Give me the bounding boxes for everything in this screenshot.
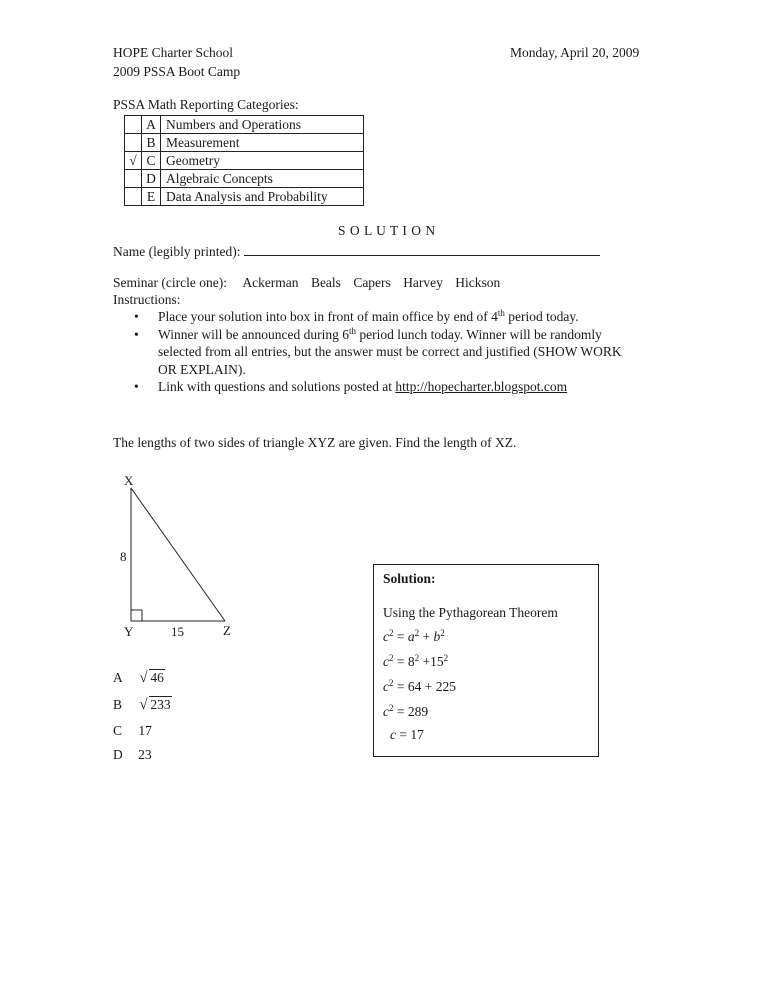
checkmark-icon: √: [125, 152, 142, 170]
category-row: [125, 152, 364, 170]
category-letter: D: [142, 170, 161, 188]
equation-line-5: c = 17: [390, 727, 424, 742]
choice-value: 233: [150, 697, 171, 712]
vertex-x-label: X: [124, 473, 134, 488]
bullet-icon: •: [134, 379, 139, 394]
category-letter: E: [142, 188, 161, 206]
choice-b[interactable]: [113, 697, 172, 714]
side-xy-label: 8: [120, 549, 127, 564]
equation-line-2: $c^2 = 8^2 +15^2$: [383, 653, 449, 669]
category-check: [125, 170, 142, 188]
category-letter: B: [142, 134, 161, 152]
instruction-text: period today.: [504, 309, 579, 324]
seminar-label: Seminar (circle one):: [113, 275, 227, 290]
category-name: Measurement: [161, 134, 364, 152]
category-row: [125, 170, 364, 188]
seminar-option[interactable]: Beals: [310, 275, 341, 290]
category-row: [125, 188, 364, 206]
equation-line-3: $c^2 = 64 + 225$: [383, 678, 456, 694]
choice-letter: B: [113, 697, 123, 712]
side-yz-label: 15: [171, 624, 184, 639]
program-name: 2009 PSSA Boot Camp: [113, 64, 241, 79]
solution-box: [373, 564, 599, 757]
bullet-icon: •: [134, 309, 139, 324]
instructions-list: [134, 308, 654, 396]
equation-line-4: $c^2 = 289$: [383, 703, 429, 719]
choice-c[interactable]: [113, 723, 152, 740]
categories-table: [124, 115, 364, 206]
choice-letter: D: [113, 747, 123, 762]
name-row: [113, 241, 600, 261]
choice-value: 23: [138, 747, 152, 762]
category-row: [125, 116, 364, 134]
instructions-title: Instructions:: [113, 292, 181, 307]
choice-d[interactable]: [113, 747, 152, 764]
category-name: Data Analysis and Probability: [161, 188, 364, 206]
category-name: Algebraic Concepts: [161, 170, 364, 188]
list-item: [134, 308, 654, 326]
seminar-option[interactable]: Harvey: [403, 275, 443, 290]
category-name: Numbers and Operations: [161, 116, 364, 134]
vertex-y-label: Y: [124, 624, 134, 639]
vertex-z-label: Z: [223, 623, 231, 638]
choice-letter: C: [113, 723, 123, 738]
category-name: Geometry: [161, 152, 364, 170]
category-letter: A: [142, 116, 161, 134]
choice-letter: A: [113, 670, 123, 685]
choice-value: 17: [138, 723, 152, 738]
seminar-row: [113, 275, 500, 292]
category-row: [125, 134, 364, 152]
instruction-text: Link with questions and solutions posted at: [158, 379, 396, 394]
seminar-option[interactable]: Hickson: [455, 275, 501, 290]
sqrt-icon: √ 233: [139, 697, 171, 713]
choice-a[interactable]: [113, 670, 165, 687]
school-name: HOPE Charter School: [113, 45, 233, 60]
choice-value: 46: [150, 670, 164, 685]
seminar-option[interactable]: Capers: [353, 275, 391, 290]
ordinal-suffix: th: [349, 325, 357, 336]
sqrt-icon: √ 46: [139, 670, 164, 686]
category-check: [125, 188, 142, 206]
solution-intro: Using the Pythagorean Theorem: [383, 605, 558, 620]
categories-title: PSSA Math Reporting Categories:: [113, 97, 299, 112]
triangle-figure: [110, 470, 250, 645]
ordinal-suffix: th: [497, 308, 505, 318]
name-label: Name (legibly printed):: [113, 244, 241, 259]
equation-line-1: $c^2 = a^2 + b^2$: [383, 628, 445, 644]
solution-heading: S O L U T I O N: [338, 223, 436, 238]
name-field[interactable]: [244, 241, 600, 256]
bullet-icon: •: [134, 326, 139, 342]
list-item: [134, 378, 654, 396]
instruction-text: Winner will be announced during 6: [158, 326, 350, 342]
side-xz: [131, 488, 225, 621]
seminar-option[interactable]: Ackerman: [242, 275, 299, 290]
solution-title: Solution:: [383, 571, 436, 586]
list-item: [134, 326, 638, 379]
blog-link[interactable]: http://hopecharter.blogspot.com: [395, 379, 568, 394]
question-text: The lengths of two sides of triangle XYZ are given. Find the length of XZ.: [113, 435, 517, 450]
instruction-text: period lunch today. Winner will be randomly selected from all entries, but the answer must be correct and justified (SHOW WORK OR EXPLAIN).: [158, 326, 622, 377]
category-check: [125, 134, 142, 152]
date: Monday, April 20, 2009: [510, 45, 640, 60]
right-angle-marker: [131, 610, 142, 621]
category-letter: C: [142, 152, 161, 170]
instruction-text: Place your solution into box in front of main office by end of 4: [158, 309, 498, 324]
category-check: [125, 116, 142, 134]
